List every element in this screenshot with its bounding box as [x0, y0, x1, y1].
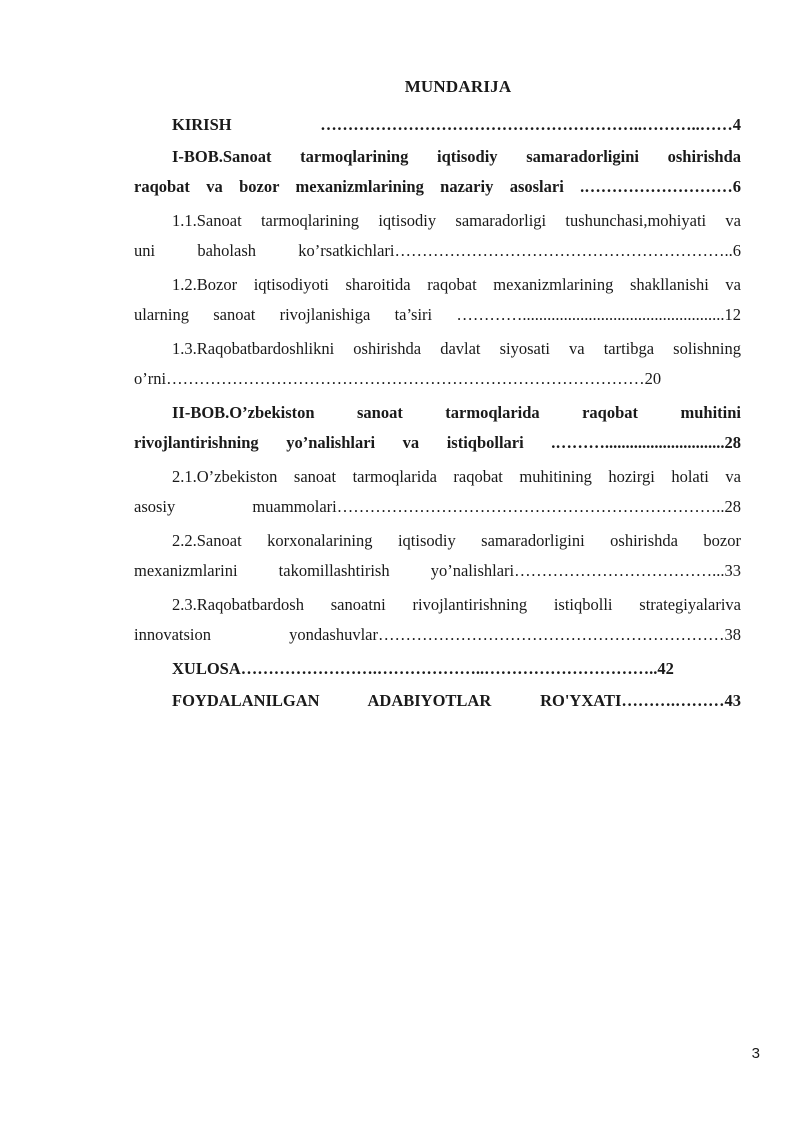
- page-number: 3: [751, 1045, 760, 1062]
- toc-title: MUNDARIJA: [404, 77, 512, 96]
- toc-entry-line: o’rni……………………………………………………………………………20: [134, 369, 662, 388]
- toc-entry-line: uni baholash ko’rsatkichlari……………………………………………………..6: [134, 241, 741, 260]
- toc-entry-line: 2.1.O’zbekiston sanoat tarmoqlarida raqobat muhitining hozirgi holati va: [172, 467, 741, 486]
- toc-entry-line: ularning sanoat rivojlanishiga ta’siri ………….................................................12: [134, 305, 741, 324]
- toc-entry-kirish[interactable]: [134, 110, 741, 140]
- toc-entry-line: 2.2.Sanoat korxonalarining iqtisodiy samaradorligini oshirishda bozor: [172, 531, 741, 550]
- toc-entry-references[interactable]: [134, 686, 741, 716]
- toc-entry-section-1-1[interactable]: [134, 206, 741, 268]
- toc-entry-line: FOYDALANILGAN ADABIYOTLAR RO'YXATI……….………43: [172, 691, 741, 710]
- table-of-contents: [134, 110, 741, 718]
- toc-entry-section-2-2[interactable]: [134, 526, 741, 588]
- toc-entry-section-1-3[interactable]: [134, 334, 741, 396]
- toc-entry-section-2-3[interactable]: [134, 590, 741, 652]
- toc-entry-line: 1.1.Sanoat tarmoqlarining iqtisodiy samaradorligi tushunchasi,mohiyati va: [172, 211, 741, 230]
- toc-entry-line: raqobat va bozor mexanizmlarining nazariy asoslari .………………………6: [134, 177, 741, 196]
- toc-entry-section-1-2[interactable]: [134, 270, 741, 332]
- toc-entry-line: I-BOB.Sanoat tarmoqlarining iqtisodiy samaradorligini oshirishda: [172, 147, 741, 166]
- toc-entry-xulosa[interactable]: [134, 654, 741, 684]
- toc-entry-line: 2.3.Raqobatbardosh sanoatni rivojlantirishning istiqbolli strategiyalariva: [172, 595, 741, 614]
- toc-entry-line: XULOSA…………………….………………..…………………………..42: [172, 659, 674, 678]
- toc-entry-line: II-BOB.O’zbekiston sanoat tarmoqlarida raqobat muhitini: [172, 403, 741, 422]
- toc-entry-section-2-1[interactable]: [134, 462, 741, 524]
- toc-entry-line: 1.2.Bozor iqtisodiyoti sharoitida raqobat mexanizmlarining shakllanishi va: [172, 275, 741, 294]
- toc-entry-chapter-2[interactable]: [134, 398, 741, 460]
- toc-entry-line: KIRISH …………………………………………………..………..……4: [172, 115, 741, 134]
- toc-entry-line: rivojlantirishning yo’nalishlari va istiqbollari .……….............................28: [134, 433, 741, 452]
- toc-entry-line: 1.3.Raqobatbardoshlikni oshirishda davlat siyosati va tartibga solishning: [172, 339, 741, 358]
- toc-entry-line: mexanizmlarini takomillashtirish yo’nalishlari………………………………...33: [134, 561, 741, 580]
- toc-entry-line: asosiy muammolari……………………………………………………………..28: [134, 497, 741, 516]
- toc-entry-chapter-1[interactable]: [134, 142, 741, 204]
- toc-entry-line: innovatsion yondashuvlar………………………………………………………38: [134, 625, 741, 644]
